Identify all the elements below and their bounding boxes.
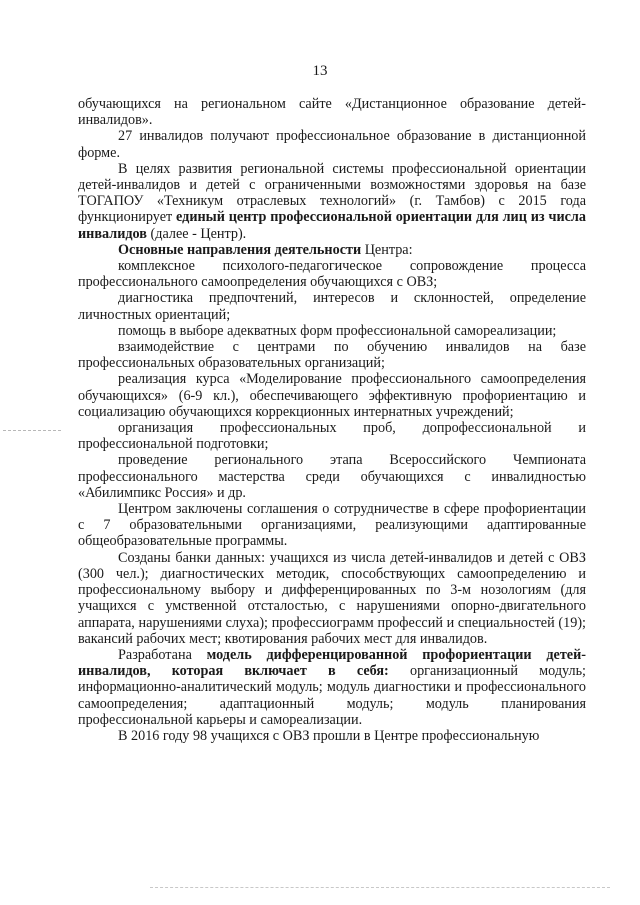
text-run: комплексное психолого-педагогическое сопровождение процесса профессионального самоопределения обучающихся с ОВЗ; — [78, 258, 586, 291]
text-run: проведение регионального этапа Всероссийского Чемпионата профессионального мастерства среди обучающихся с инвалидностью «Абилимпикс Россия» и др. — [78, 452, 586, 501]
text-run: Разработана — [118, 646, 207, 663]
paragraph — [78, 420, 586, 452]
bold-text: модель дифференцированной профориентации детей-инвалидов, которая включает в себя: — [78, 646, 586, 680]
bold-text: Основные направления деятельности — [118, 241, 362, 258]
text-run: 27 инвалидов получают профессиональное образование в дистанционной форме. — [78, 128, 586, 161]
text-run: диагностика предпочтений, интересов и склонностей, определение личностных ориентаций; — [78, 290, 586, 323]
paragraph — [78, 290, 586, 322]
paragraph — [78, 647, 586, 728]
paragraph — [78, 161, 586, 242]
bold-text: единый центр профессиональной ориентации для лиц из числа инвалидов — [78, 209, 586, 242]
text-run: В 2016 году 98 учащихся с ОВЗ прошли в Центре профессиональную — [118, 727, 540, 744]
text-run: Созданы банки данных: учащихся из числа детей-инвалидов и детей с ОВЗ (300 чел.); диагностических методик, способствующих самоопределению и профессиональному выбору и дифференцированных по 3-м нозологиям (для учащихся с умственной отсталостью, с нарушениями опорно-двигательного аппарата, нарушениями слуха); профессиограмм профессий и специальностей (19); вакансий рабочих мест; квотирования рабочих мест для инвалидов. — [78, 549, 586, 647]
paragraph — [78, 258, 586, 290]
text-run: (далее - Центр). — [146, 225, 247, 242]
paragraph — [78, 339, 586, 371]
paragraph — [78, 550, 586, 647]
text-run: взаимодействие с центрами по обучению инвалидов на базе профессиональных образовательных организаций; — [78, 339, 586, 372]
text-run: организация профессиональных проб, допрофессиональной и профессиональной подготовки; — [78, 420, 586, 453]
text-run: Центром заключены соглашения о сотрудничестве в сфере профориентации с 7 образовательными организациями, реализующими адаптированные общеобразовательные программы. — [78, 501, 586, 550]
paragraph — [78, 323, 586, 339]
paragraph — [78, 371, 586, 420]
text-run: Центра: — [361, 241, 413, 258]
text-run: обучающихся на региональном сайте «Дистанционное образование детей-инвалидов». — [78, 96, 586, 129]
document-body — [78, 96, 586, 744]
paragraph — [78, 728, 586, 744]
text-run: В целях развития региональной системы профессиональной ориентации детей-инвалидов и детей с ограниченными возможностями здоровья на базе ТОГАПОУ «Техникум отраслевых технологий» (г. Тамбов) с 2015 года функционирует — [78, 160, 586, 226]
paragraph — [78, 96, 586, 128]
text-run: помощь в выборе адекватных форм профессиональной самореализации; — [118, 322, 557, 339]
text-run: реализация курса «Моделирование профессионального самоопределения обучающихся» (6-9 кл.), обеспечивающего эффективную профориентацию и социализацию обучающихся коррекционных интернатных учреждений; — [78, 371, 586, 420]
paragraph — [78, 452, 586, 501]
margin-mark — [3, 430, 61, 431]
bottom-rule — [150, 887, 610, 888]
paragraph — [78, 128, 586, 160]
paragraph — [78, 501, 586, 550]
text-run: организационный модуль; информационно-аналитический модуль; модуль диагностики и профессионального самоопределения; адаптационный модуль; модуль планирования профессиональной карьеры и самореализации. — [78, 663, 586, 728]
paragraph — [78, 242, 586, 258]
page-number: 13 — [312, 63, 328, 79]
